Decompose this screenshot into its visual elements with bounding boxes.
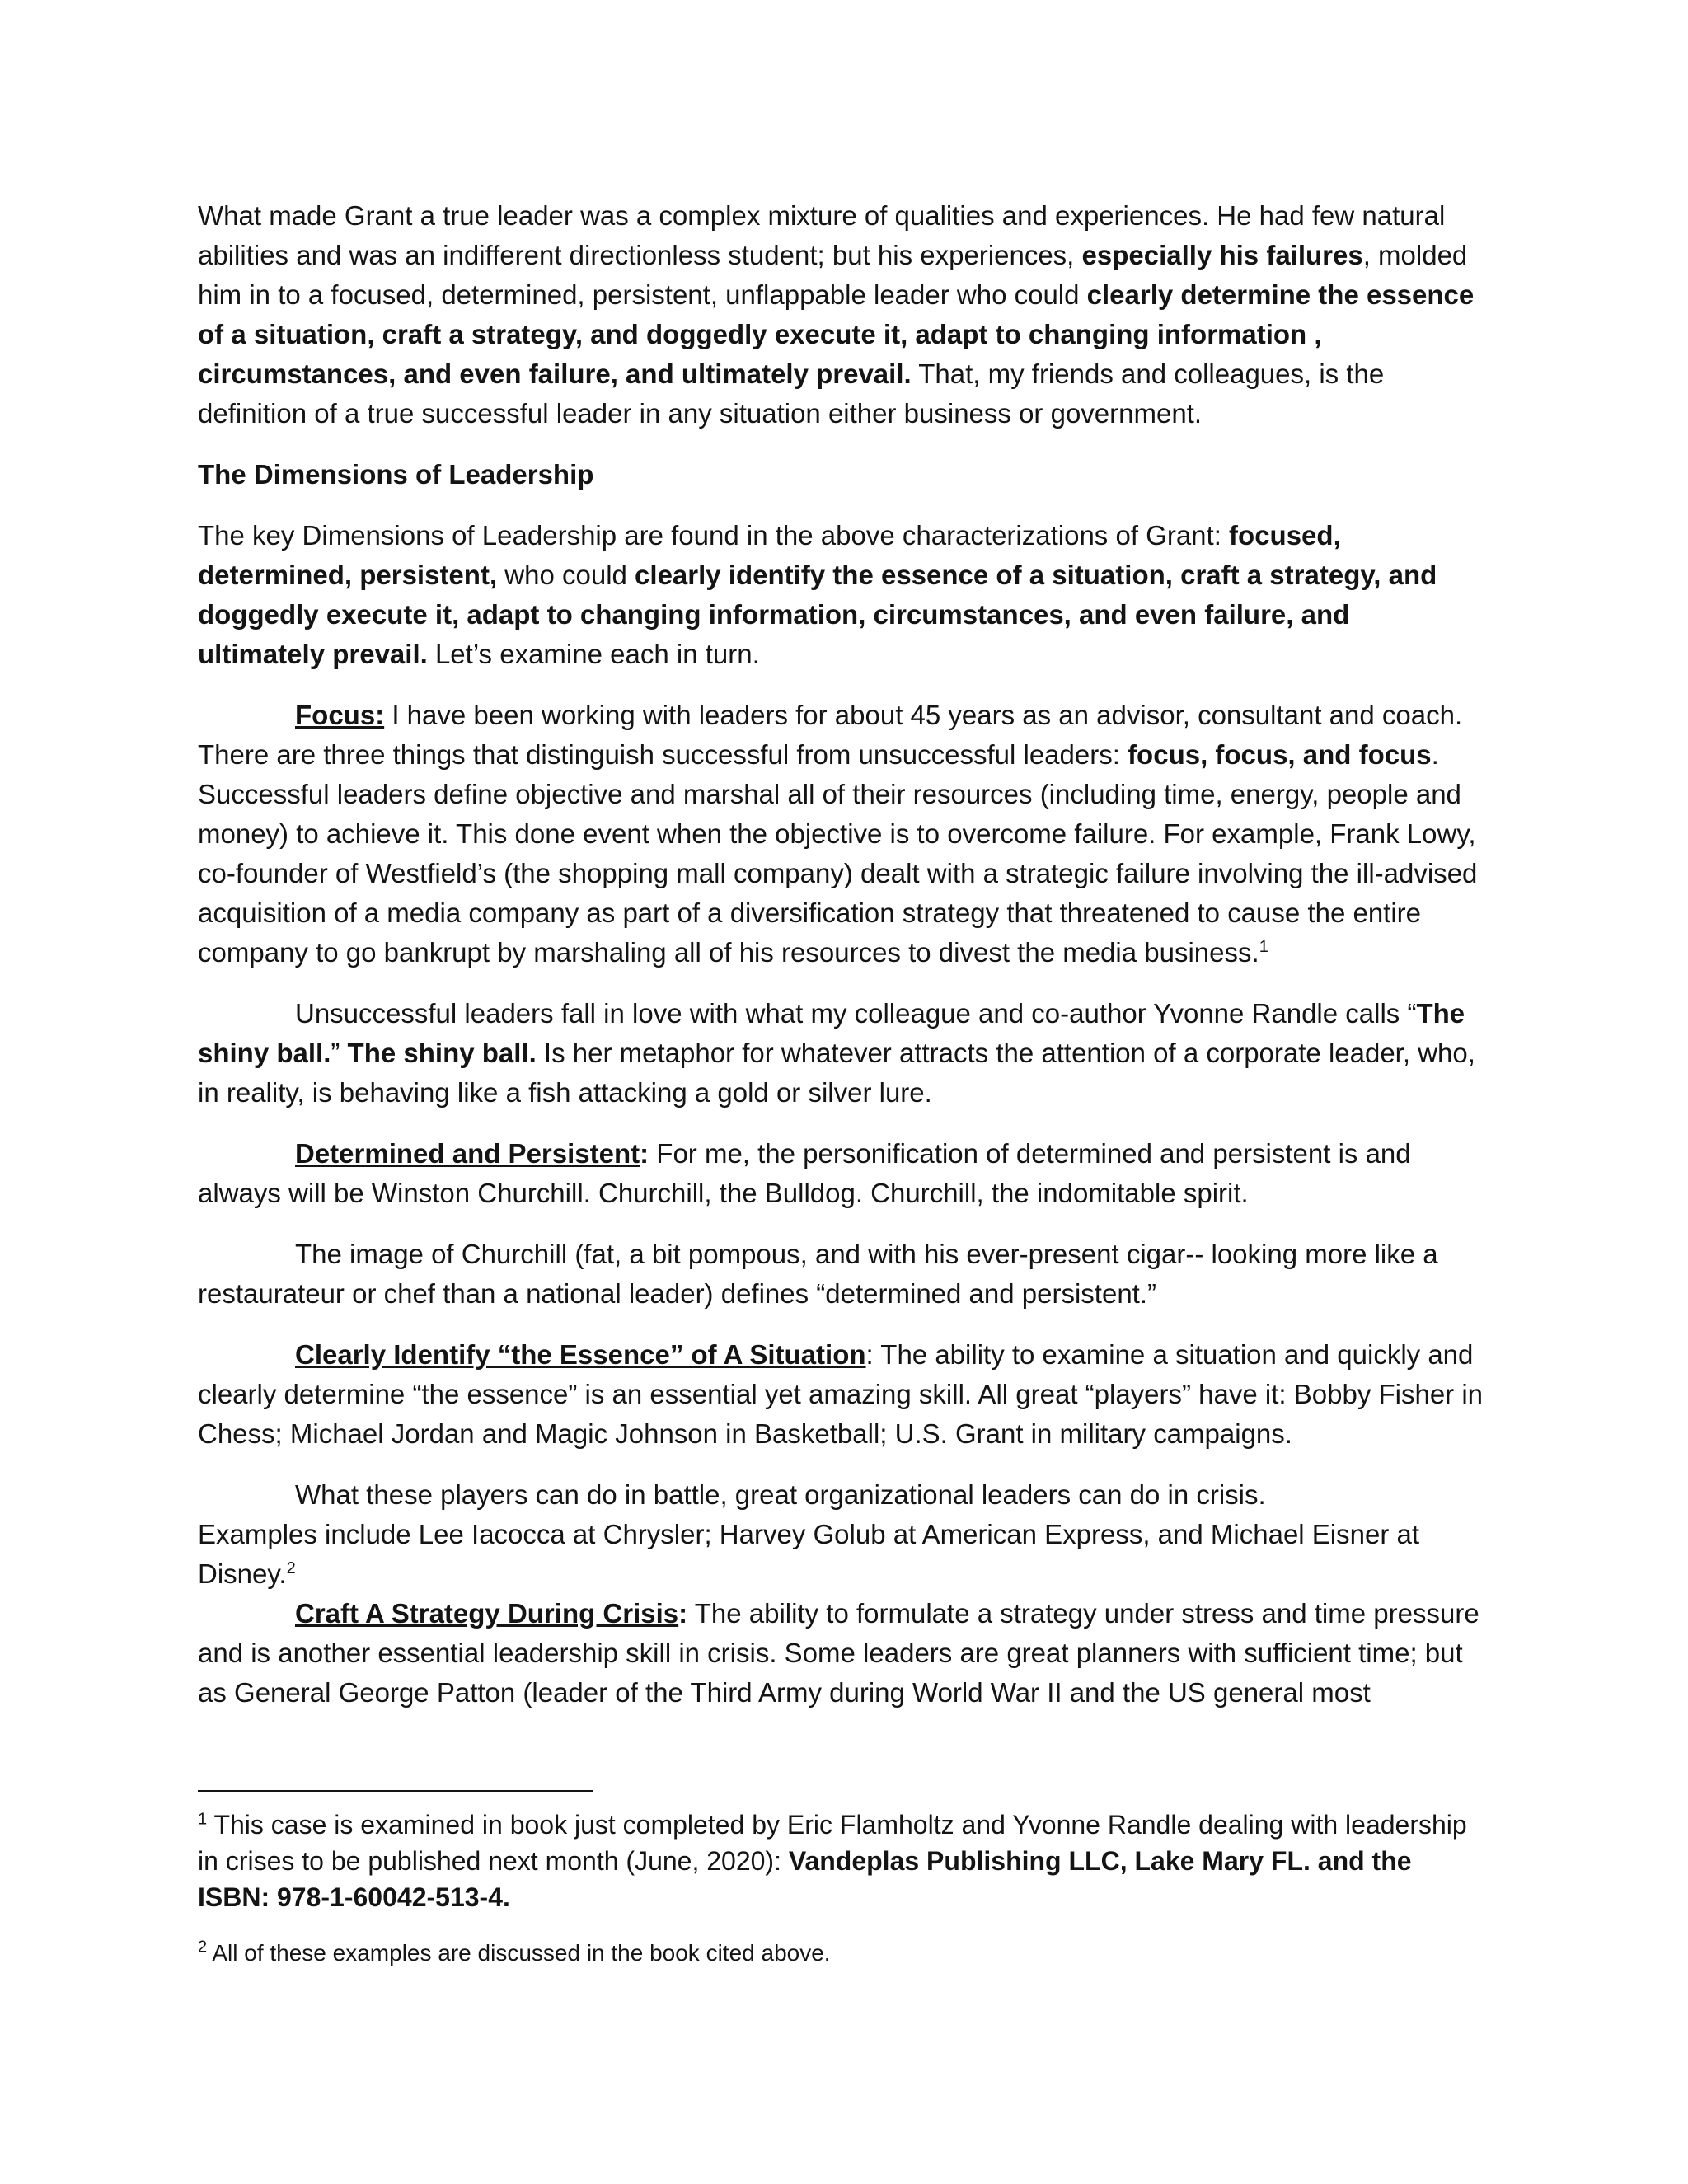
subheading-strategy: Craft A Strategy During Crisis: [295, 1598, 679, 1629]
footnote-2: $^2$ All of these examples are discussed in the book cited above.: [198, 1938, 831, 1966]
paragraph-shiny-ball: Unsuccessful leaders fall in love with what my colleague and co-author Yvonne Randle calls “The shiny ball.” The shiny ball. Is her metaphor for whatever attracts the attention of a corporate leader, who, in reality, is behaving like a fish attacking a gold or silver lure.: [198, 998, 1475, 1108]
paragraph-focus: Focus: I have been working with leaders for about 45 years as an advisor, consultant and coach. There are three things that distinguish successful from unsuccessful leaders: focus, focus, and focus. Successful leaders define objective and marshal all of their resources (including time, energy, people and money) to achieve it. This done event when the objective is to overcome failure. For example, Frank Lowy, co-founder of Westfield’s (the shopping mall company) dealt with a strategic failure involving the ill-advised acquisition of a media company as part of a diversification strategy that threatened to cause the entire company to go bankrupt by marshaling all of his resources to divest the media business.$^1$: [198, 700, 1478, 968]
paragraph-essence: Clearly Identify “the Essence” of A Situation: The ability to examine a situation and quickly and clearly determine “the essence” is an essential yet amazing skill. All great “players” have it: Bobby Fisher in Chess; Michael Jordan and Magic Johnson in Basketball; U.S. Grant in military campaigns.: [198, 1339, 1484, 1449]
paragraph-grant-leader: What made Grant a true leader was a complex mixture of qualities and experiences. He had few natural abilities and was an indifferent directionless student; but his experiences, especially his failures, molded him in to a focused, determined, persistent, unflappable leader who could clearly determine the essence of a situation, craft a strategy, and doggedly execute it, adapt to changing information , circumstances, and even failure, and ultimately prevail. That, my friends and colleagues, is the definition of a true successful leader in any situation either business or government.: [198, 200, 1475, 429]
paragraph-players: What these players can do in battle, great organizational leaders can do in crisis. Examples include Lee Iacocca at Chrysler; Harvey Golub at American Express, and Michael Eisner at Disney.$^2$: [198, 1479, 1420, 1589]
subheading-determined: Determined and Persistent: [295, 1138, 640, 1169]
bold-phrase: clearly identify the essence of a situation, craft a strategy, and doggedly execute it, adapt to changing information, circumstances, and even failure, and ultimately prevail.: [198, 560, 1437, 669]
bold-phrase: clearly determine the essence of a situation, craft a strategy, and doggedly execute it, adapt to changing information , circumstances, and even failure, and ultimately prevail.: [198, 279, 1475, 389]
bold-phrase: The shiny ball.: [198, 998, 1465, 1068]
paragraph-strategy: Craft A Strategy During Crisis: The ability to formulate a strategy under stress and time pressure and is another essential leadership skill in crisis. Some leaders are great planners with sufficient time; but as General George Patton (leader of the Third Army during World War II and the US general most: [198, 1598, 1479, 1708]
subheading-essence: Clearly Identify “the Essence” of A Situation: [295, 1339, 866, 1370]
paragraph-churchill-image: The image of Churchill (fat, a bit pompous, and with his ever-present cigar-- looking more like a restaurateur or chef than a national leader) defines “determined and persistent.”: [198, 1239, 1438, 1309]
footnote-separator: [198, 1790, 593, 1792]
footnote-ref: 1: [1259, 938, 1268, 956]
footnote-ref: 2: [286, 1559, 296, 1577]
bold-phrase: The shiny ball.: [347, 1038, 537, 1068]
footnotes: [198, 1807, 1484, 1970]
bold-phrase: focused, determined, persistent,: [198, 520, 1341, 590]
bold-phrase: especially his failures: [1081, 240, 1363, 270]
footnote-mark: 1: [198, 1810, 208, 1829]
subheading-focus: Focus:: [295, 700, 385, 730]
paragraph-key-dimensions: The key Dimensions of Leadership are found in the above characterizations of Grant: focused, determined, persistent, who could clearly identify the essence of a situation, craft a strategy, and doggedly execute it, adapt to changing information, circumstances, and even failure, and ultimately prevail. Let’s examine each in turn.: [198, 520, 1437, 669]
document-body: [198, 196, 1484, 1713]
section-heading: The Dimensions of Leadership: [198, 459, 594, 490]
bold-phrase: focus, focus, and focus: [1128, 739, 1432, 770]
footnote-1: $^1$ This case is examined in book just completed by Eric Flamholtz and Yvonne Randle dealing with leadership in crises to be published next month (June, 2020): Vandeplas Publishing LLC, Lake Mary FL. and the ISBN: 978-1-60042-513-4.: [198, 1810, 1467, 1912]
paragraph-determined: Determined and Persistent: For me, the personification of determined and persistent is and always will be Winston Churchill. Churchill, the Bulldog. Churchill, the indomitable spirit.: [198, 1138, 1411, 1208]
footnote-mark: 2: [198, 1938, 208, 1957]
bold-phrase: Vandeplas Publishing LLC, Lake Mary FL. and the ISBN: 978-1-60042-513-4.: [198, 1846, 1412, 1912]
